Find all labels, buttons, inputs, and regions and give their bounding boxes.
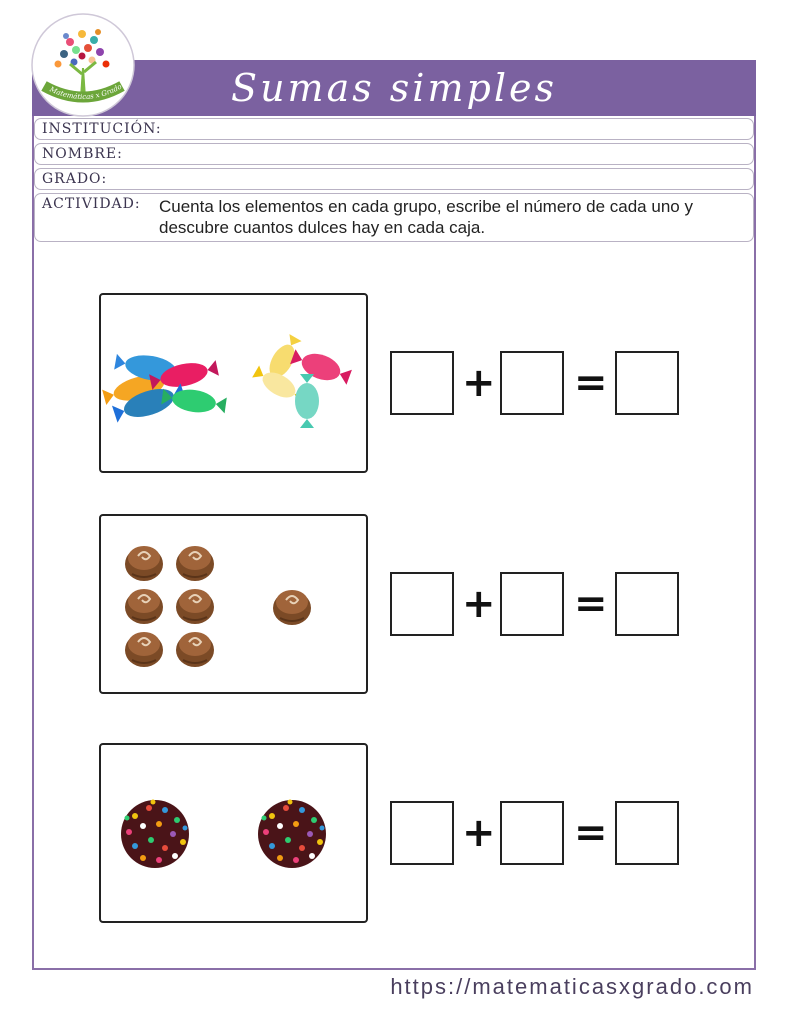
plus-sign: + [462,581,496,627]
answer-box-2-sum[interactable] [615,572,679,636]
answer-box-1-sum[interactable] [615,351,679,415]
exercise-3-card [99,743,368,923]
page-title: Sumas simples [231,66,557,110]
answer-box-3-sum[interactable] [615,801,679,865]
equals-sign: = [574,360,608,406]
answer-box-3a[interactable] [390,801,454,865]
nombre-label: NOMBRE: [42,146,123,162]
svg-text:Matemáticas x Grado: Matemáticas x Grado [48,82,124,102]
plus-sign: + [462,810,496,856]
grado-label: GRADO: [42,171,108,187]
nombre-field[interactable] [34,143,754,165]
answer-box-2b[interactable] [500,572,564,636]
grado-field[interactable] [34,168,754,190]
exercise-1-card [99,293,368,473]
wrapped-candy-icon [251,333,354,428]
plus-sign: + [462,360,496,406]
answer-box-2a[interactable] [390,572,454,636]
answer-box-1b[interactable] [500,351,564,415]
equals-sign: = [574,581,608,627]
sprinkle-cookie-icon [121,800,326,869]
wrapped-candy-icon [101,350,227,426]
exercise-2-card [99,514,368,694]
institucion-label: INSTITUCIÓN: [42,121,162,137]
answer-box-3b[interactable] [500,801,564,865]
actividad-instructions: Cuenta los elementos en cada grupo, escribe el número de cada uno y descubre cuantos dulces hay en cada caja. [159,197,693,237]
logo-text [30,12,136,118]
exercise-2-illustration [99,514,368,694]
actividad-label: ACTIVIDAD: [42,196,141,212]
exercise-1-illustration [99,293,368,473]
institucion-field[interactable] [34,118,754,140]
exercise-3-illustration [99,743,368,923]
footer-url[interactable]: https://matematicasxgrado.com [390,974,754,999]
answer-box-1a[interactable] [390,351,454,415]
actividad-field [34,193,754,242]
equals-sign: = [574,810,608,856]
chocolate-bonbon-icon [125,546,311,667]
